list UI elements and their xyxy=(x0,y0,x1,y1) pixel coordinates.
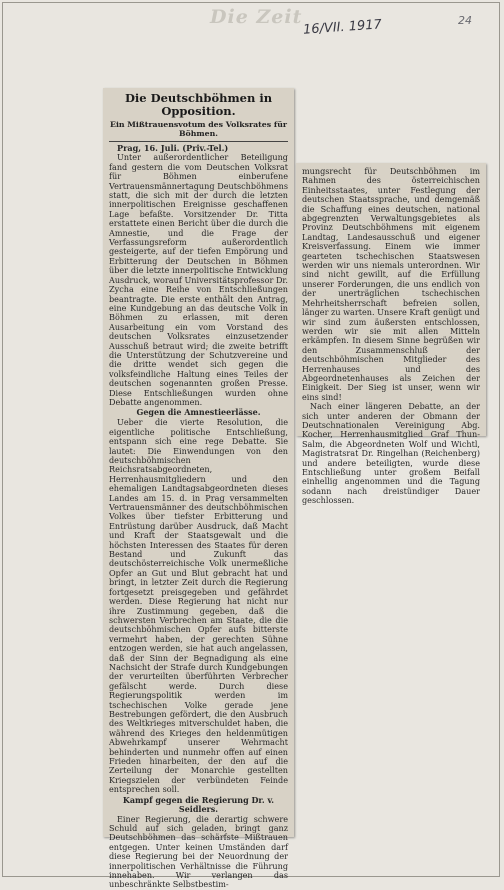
clipping-column-left xyxy=(103,88,294,890)
paragraph: Unter außerordentlicher Beteiligung fand gestern die vom Deutschen Volksrat für Böhmen einberufene Vertrauensmännertagung Deutschböhmens statt, die sich mit der durch die letzten innerpolitischen Ereignisse geschaffenen Lage befaßte. Vorsitzender Dr. Titta erstattete einen Bericht über die durch die Amnestie, und die Frage der Verfassungsreform außerordentlich gesteigerte, auf der tiefen Empörung und Erbitterung der Deutschen in Böhmen über die letzte innerpolitische Entwicklung Ausdruck, worauf Universitätsprofessor Dr. Zycha eine Reihe von Entschließungen beantragte. Die erste enthält den Antrag, eine Kundgebung an das deutsche Volk in Böhmen zu erlassen, mit deren Ausarbeitung ein vom Vorstand des deutschen Volksrates einzusetzender Ausschuß betraut wird; die zweite betrifft die Unterstützung der Schutzvereine und die dritte wendet sich gegen die volksfeindliche Haltung eines Teiles der deutschen sogenannten großen Presse. Diese Entschließungen wurden ohne Debatte angenommen. xyxy=(109,152,288,407)
paragraph: Ueber die vierte Resolution, die eigentliche politische Entschließung, entspann sich eine rege Debatte. Sie lautet: Die Einwendungen von den deutschböhmischen Reichsratsabgeordneten, Herrenhausmitgliedern und den ehemaligen Landtagsabgeordneten dieses Landes am 15. d. in Prag versammelten Vertrauensmänner des deutschböhmischen Volkes über tiefster Erbitterung und Entrüstung darüber Ausdruck, daß Macht und Kraft der Staatsgewalt und die höchsten Interessen des Staates für deren Bestand und Zukunft das deutschösterreichische Volk unermeßliche Opfer an Gut und Blut gebracht hat und bringt, in letzter Zeit durch die Regierung fortgesetzt preisgegeben und gefährdet werden. Diese Regierung hat nicht nur ihre Zustimmung gegeben, daß die schwersten Verbrechen am Staate, die die deutschböhmischen Opfer aufs bitterste vermehrt haben, der gerechten Sühne entzogen werden, sie hat auch angelassen, daß der Sinn der Begnadigung als eine Nachsicht der Strafe durch Kundgebungen der verurteilten überführten Verbrecher gefälscht werde. Durch diese Regierungspolitik werden im tschechischen Volke gerade jene Bestrebungen gefördert, die den Ausbruch des Weltkrieges mitverschuldet haben, die während des Krieges den heldenmütigen Abwehrkampf unserer Wehrmacht behinderten und nunmehr offen auf einen Frieden hinarbeiten, der den auf die Zerteilung der Monarchie gestellten Kriegszielen der verbündeten Feinde entsprechen soll. xyxy=(109,417,288,795)
paragraph: Einer Regierung, die derartig schwere Schuld auf sich geladen, bringt ganz Deutschböhmen das schärfste Mißtrauen entgegen. Unter keinen Umständen darf diese Regierung bei der Neuordnung der innerpolitischen Verhältnisse die Führung innehaben. Wir verlangen das unbeschränkte Selbstbestim- xyxy=(109,813,288,890)
paragraph: Nach einer längeren Debatte, an der sich unter anderen der Obmann der Deutschnationalen Vereinigung Abg. Kocher, Herrenhausmitglied Graf Thun-Salm, die Abgeordneten Wolf und Wichtl, Magistratsrat Dr. Ringelhan (Reichenberg) und andere beteiligten, wurde diese Entschließung unter großem Beifall einhellig angenommen und die Tagung sodann nach dreistündiger Dauer geschlossen. xyxy=(302,401,480,506)
article-body-right xyxy=(302,167,480,506)
handwritten-date: 16/VII. 1917 xyxy=(302,17,383,38)
article-subheadline: Ein Mißtrauensvotum des Volksrates für Böhmen. xyxy=(110,120,287,138)
masthead-stamp: Die Zeit xyxy=(210,6,303,28)
page-number: 24 xyxy=(458,14,472,27)
article-dateline: Prag, 16. Juli. (Priv.-Tel.) xyxy=(117,143,229,153)
section-heading: Gegen die Amnestieerlässe. xyxy=(136,407,261,418)
clipping-column-right xyxy=(296,163,486,506)
paragraph: mungsrecht für Deutschböhmen im Rahmen des österreichischen Einheitsstaates, unter Festlegung der deutschen Staatssprache, und demgemäß die Schaffung eines deutschen, national abgegrenzten Verwaltungsgebietes als Provinz Deutschböhmens mit eigenem Landtag, Landesausschuß und eigener Kreisverfassung. Einem wie immer gearteten tschechischen Staatswesen werden wir uns niemals unterordnen. Wir sind nicht gewillt, auf die Erfüllung unserer Forderungen, die uns endlich von der unerträglichen tschechischen Mehrheitsherrschaft befreien sollen, länger zu warten. Unsere Kraft genügt und wir sind zum äußersten entschlossen, werden wir sie mit allen Mitteln erkämpfen. In diesem Sinne begrüßen wir den Zusammenschluß der deutschböhmischen Mitglieder des Herrenhauses und des Abgeordnetenhauses als Zeichen der Einigkeit. Der Sieg ist unser, wenn wir eins sind! xyxy=(302,166,480,402)
article-headline: Die Deutschböhmen in Opposition. xyxy=(124,91,273,118)
section-heading: Kampf gegen die Regierung Dr. v. Seidlers. xyxy=(122,794,275,814)
divider xyxy=(109,141,288,142)
article-body-left xyxy=(109,144,288,890)
